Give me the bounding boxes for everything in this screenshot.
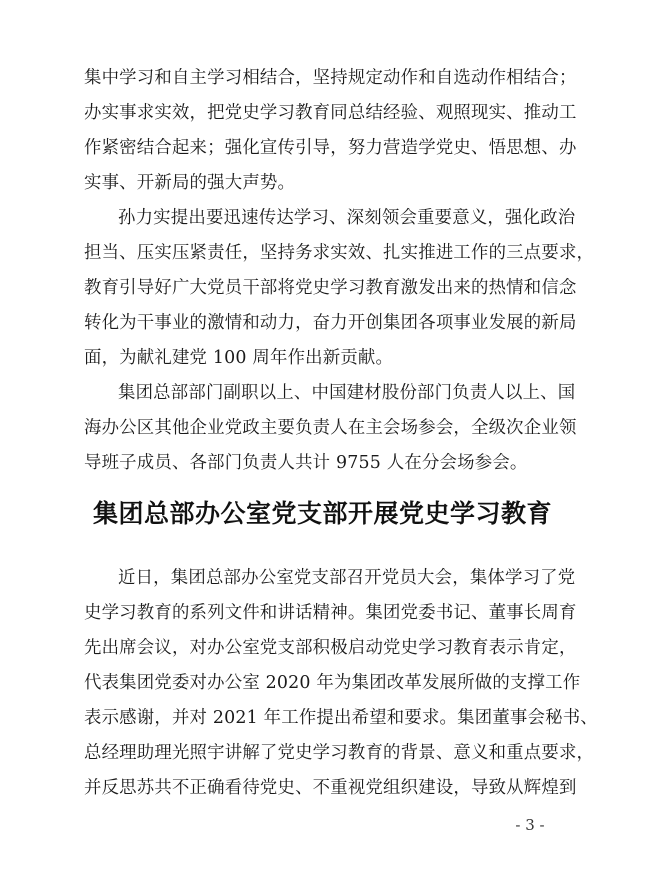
section-paragraph-line-3: 先出席会议，对办公室党支部积极启动党史学习教育表示肯定， bbox=[84, 638, 577, 658]
section-paragraph-line-4: 代表集团党委对办公室 2020 年为集团改革发展所做的支撑工作 bbox=[84, 673, 581, 693]
paragraph-1-line-3: 作紧密结合起来；强化宣传引导，努力营造学党史、悟思想、办 bbox=[84, 138, 577, 158]
paragraph-3-line-2: 海办公区其他企业党政主要负责人在主会场参会，全级次企业领 bbox=[84, 418, 577, 438]
paragraph-2-line-4: 转化为干事业的激情和动力，奋力开创集团各项事业发展的新局 bbox=[84, 313, 577, 333]
paragraph-3-line-1: 集团总部部门副职以上、中国建材股份部门负责人以上、国 bbox=[118, 383, 576, 403]
section-paragraph-line-6: 总经理助理光照宇讲解了党史学习教育的背景、意义和重点要求， bbox=[84, 743, 595, 763]
paragraph-1-line-1: 集中学习和自主学习相结合，坚持规定动作和自选动作相结合； bbox=[84, 68, 577, 88]
paragraph-1-line-4: 实事、开新局的强大声势。 bbox=[84, 173, 296, 193]
section-paragraph-line-1: 近日，集团总部办公室党支部召开党员大会，集体学习了党 bbox=[118, 568, 576, 588]
section-paragraph-line-5: 表示感谢，并对 2021 年工作提出希望和要求。集团董事会秘书、 bbox=[84, 708, 598, 728]
section-heading: 集团总部办公室党支部开展党史学习教育 bbox=[92, 499, 552, 528]
paragraph-2-line-3: 教育引导好广大党员干部将党史学习教育激发出来的热情和信念 bbox=[84, 278, 577, 298]
paragraph-2-line-2: 担当、压实压紧责任，坚持务求实效、扎实推进工作的三点要求， bbox=[84, 243, 595, 263]
paragraph-1-line-2: 办实事求实效，把党史学习教育同总结经验、观照现实、推动工 bbox=[84, 103, 577, 123]
paragraph-2-line-1: 孙力实提出要迅速传达学习、深刻领会重要意义，强化政治 bbox=[118, 208, 576, 228]
section-paragraph-line-7: 并反思苏共不正确看待党史、不重视党组织建设，导致从辉煌到 bbox=[84, 778, 577, 798]
paragraph-2-line-5: 面，为献礼建党 100 周年作出新贡献。 bbox=[84, 348, 394, 368]
paragraph-3-line-3: 导班子成员、各部门负责人共计 9755 人在分会场参会。 bbox=[84, 453, 528, 473]
section-paragraph-line-2: 史学习教育的系列文件和讲话精神。集团党委书记、董事长周育 bbox=[84, 603, 577, 623]
page-number: - 3 - bbox=[515, 816, 545, 834]
